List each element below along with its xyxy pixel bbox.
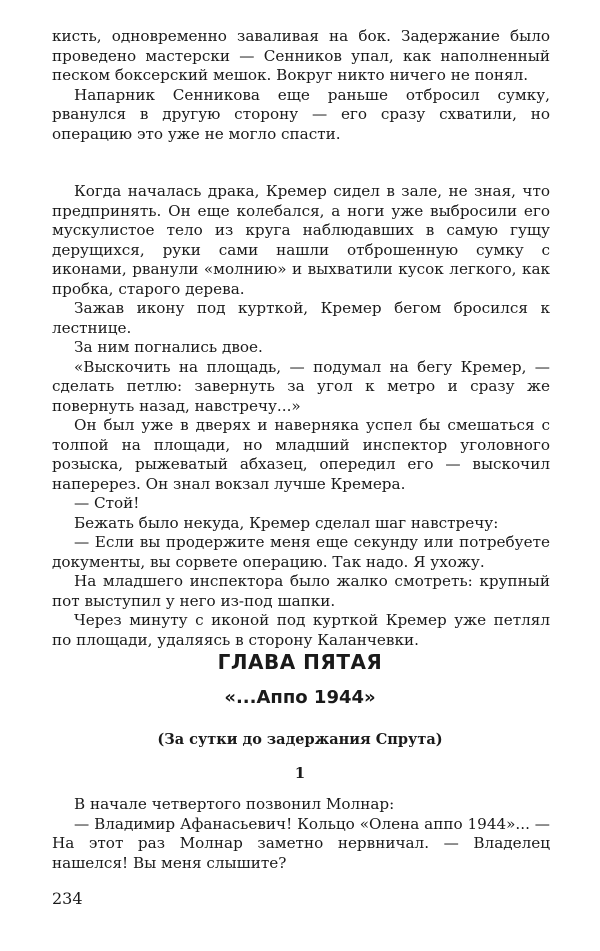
paragraph: кисть, одновременно заваливая на бок. Задержание было проведено мастерски — Сенников упал, как наполненный песком боксерский мешок. Вокруг никто ничего не понял. <box>52 27 550 84</box>
chapter-subtitle: «...Аппо 1944» <box>224 687 376 708</box>
paragraph: Через минуту с иконой под курткой Кремер уже петлял по площади, удаляясь в сторону Каланчевки. <box>52 611 550 649</box>
paragraph: Когда началась драка, Кремер сидел в зале, не зная, что предпринять. Он еще колебался, а ноги уже выбросили его мускулистое тело из круга наблюдавших в самую гущу дерущихся, руки сами нашли отброшенную сумку с иконами, рванули «молнию» и выхватили кусок легкого, как пробка, старого дерева. <box>52 182 550 298</box>
section-number: 1 <box>294 764 306 782</box>
paragraph: Напарник Сенникова еще раньше отбросил сумку, рванулся в другую сторону — его сразу схватили, но операцию это уже не могло спасти. <box>52 85 550 143</box>
paragraph: — Владимир Афанасьевич! Кольцо «Олена аппо 1944»... — На этот раз Молнар заметно нервничал. — Владелец нашелся! Вы меня слышите? <box>52 814 550 872</box>
paragraph: — Стой! <box>74 494 140 512</box>
chapter-note: (За сутки до задержания Спрута) <box>157 731 443 748</box>
paragraph: За ним погнались двое. <box>74 338 263 356</box>
paragraph: Он был уже в дверях и наверняка успел бы смешаться с толпой на площади, но младший инспектор уголовного розыска, рыжеватый абхазец, опередил его — выскочил наперерез. Он знал вокзал лучше Кремера. <box>52 416 550 493</box>
text-block-1 <box>52 27 550 144</box>
page-number: 234 <box>52 889 83 908</box>
paragraph: Бежать было некуда, Кремер сделал шаг навстречу: <box>74 513 499 532</box>
chapter-title: ГЛАВА ПЯТАЯ <box>217 650 383 674</box>
paragraph: Зажав икону под курткой, Кремер бегом бросился к лестнице. <box>52 299 550 337</box>
paragraph: На младшего инспектора было жалко смотреть: крупный пот выступил у него из-под шапки. <box>52 572 550 610</box>
text-block-2 <box>52 182 550 650</box>
paragraph: — Если вы продержите меня еще секунду или потребуете документы, вы сорвете операцию. Так надо. Я ухожу. <box>52 533 550 571</box>
paragraph: В начале четвертого позвонил Молнар: <box>74 795 395 813</box>
text-block-3 <box>52 795 550 873</box>
paragraph: «Выскочить на площадь, — подумал на бегу Кремер, — сделать петлю: завернуть за угол к метро и сразу же повернуть назад, навстречу...» <box>52 357 550 415</box>
